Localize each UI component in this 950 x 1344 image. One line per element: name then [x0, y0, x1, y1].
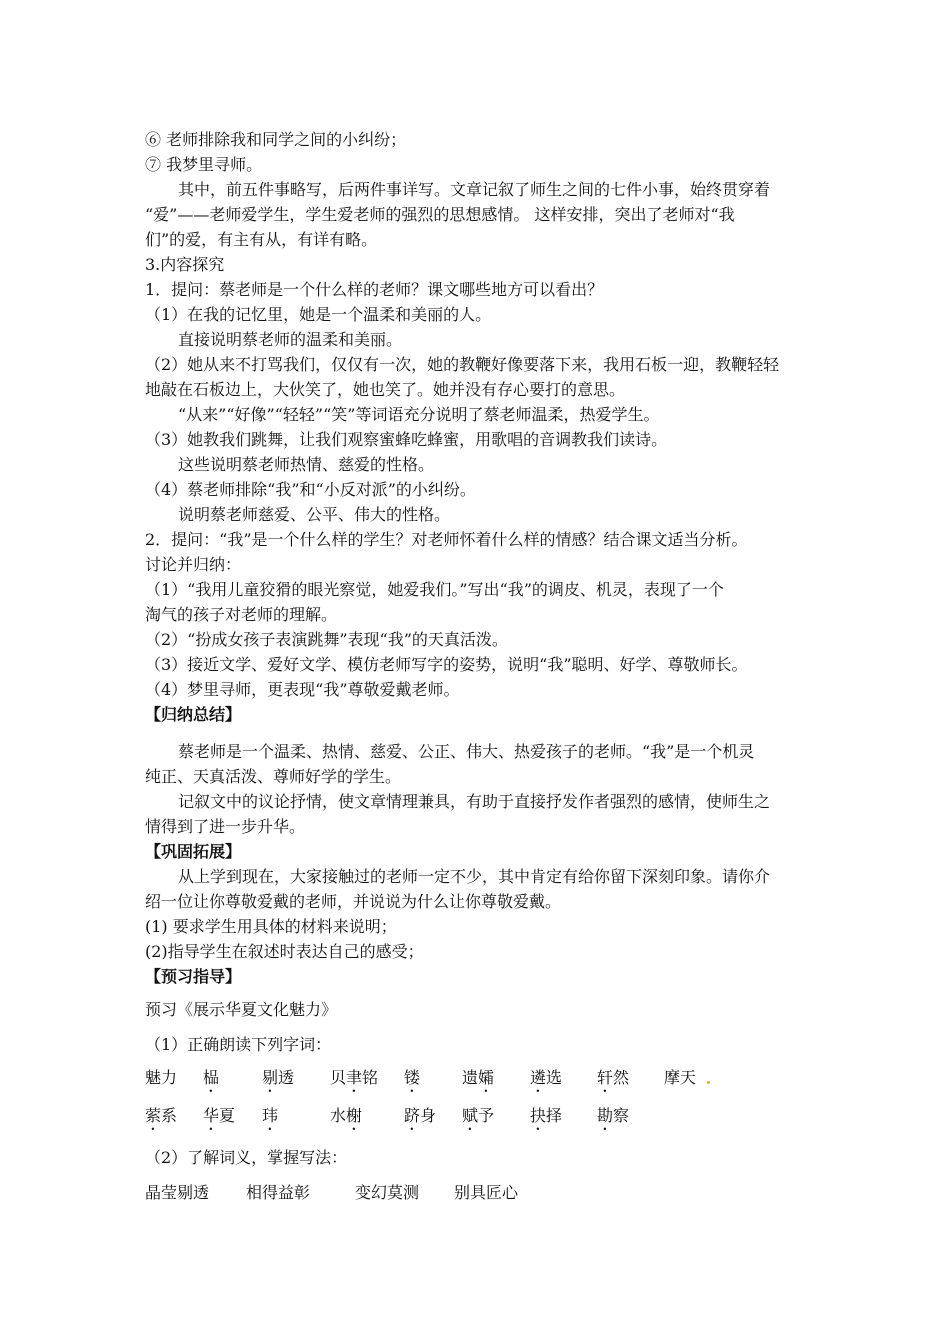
text-line: 情得到了进一步升华。: [145, 817, 306, 836]
text-line: （2）她从来不打骂我们，仅仅有一次，她的教鞭好像要落下来，我用石板一迎，教鞭轻轻: [145, 355, 780, 374]
idiom: 晶莹剔透: [145, 1183, 210, 1202]
vocab-word: 赋予: [462, 1106, 495, 1125]
text-line: 这些说明蔡老师热情、慈爱的性格。: [178, 455, 435, 474]
vocab-word: 轩然: [597, 1068, 630, 1087]
idiom: 相得益彰: [246, 1183, 311, 1202]
text-line: 们”的爱，有主有从，有详有略。: [145, 230, 378, 249]
text-line: （3）她教我们跳舞，让我们观察蜜蜂吃蜂蜜，用歌唱的音调教我们读诗。: [145, 430, 668, 449]
vocab-word: 剔透: [262, 1068, 295, 1087]
text-line: 2．提问：“我”是一个什么样的学生？对老师怀着什么样的情感？结合课文适当分析。: [145, 530, 748, 549]
text-line: （1）在我的记忆里，她是一个温柔和美丽的人。: [145, 305, 492, 324]
text-line: （3）接近文学、爱好文学、模仿老师写字的姿势，说明“我”聪明、好学、尊敬师长。: [145, 655, 748, 674]
idiom: 变幻莫测: [355, 1183, 420, 1202]
vocab-word: 贝聿铭: [330, 1068, 379, 1087]
text-line: “从来”“好像”“轻轻”“笑”等词语充分说明了蔡老师温柔，热爱学生。: [178, 405, 660, 424]
text-line: （4）梦里寻师，更表现“我”尊敬爱戴老师。: [145, 680, 460, 699]
text-line: 纯正、天真活泼、尊师好学的学生。: [145, 767, 402, 786]
text-line: “爱”——老师爱学生，学生爱老师的强烈的思想感情。 这样安排，突出了老师对“我: [145, 205, 735, 224]
vocab-word: 华夏: [203, 1106, 236, 1125]
text-line: 淘气的孩子对老师的理解。: [145, 605, 338, 624]
vocab-word: 遗孀: [462, 1068, 495, 1087]
vocab-word: 水榭: [330, 1106, 363, 1125]
text-line: （1）正确朗读下列字词：: [145, 1035, 332, 1054]
text-line: （2）“扮成女孩子表演跳舞”表现“我”的天真活泼。: [145, 630, 508, 649]
text-line: 地敲在石板边上，大伙笑了，她也笑了。她并没有存心要打的意思。: [145, 380, 626, 399]
text-line: 其中，前五件事略写，后两件事详写。文章记叙了师生之间的七件小事，始终贯穿着: [178, 180, 771, 199]
text-line: 记叙文中的议论抒情，使文章情理兼具，有助于直接抒发作者强烈的感情，使师生之: [178, 792, 771, 811]
text-line: （1）“我用儿童狡猾的眼光察觉，她爱我们。”写出“我”的调皮、机灵，表现了一个: [145, 580, 724, 599]
text-line: 直接说明蔡老师的温柔和美丽。: [178, 330, 403, 349]
vocab-word: 摩天: [664, 1068, 697, 1087]
vocab-word: 抉择: [530, 1106, 563, 1125]
text-line: 说明蔡老师慈爱、公平、伟大的性格。: [178, 505, 451, 524]
text-line: 讨论并归纳：: [145, 555, 242, 574]
text-line: ⑥ 老师排除我和同学之间的小纠纷；: [145, 130, 407, 149]
vocab-word: 镂: [404, 1068, 421, 1087]
idiom: 别具匠心: [454, 1183, 519, 1202]
text-line: 预习《展示华夏文化魅力》: [145, 1000, 338, 1019]
vocab-word: 魅力: [145, 1068, 178, 1087]
text-line: ⑦ 我梦里寻师。: [145, 155, 263, 174]
vocab-word: 跻身: [404, 1106, 437, 1125]
text-line: 蔡老师是一个温柔、热情、慈爱、公正、伟大、热爱孩子的老师。“我”是一个机灵: [178, 742, 755, 761]
text-line: 1．提问：蔡老师是一个什么样的老师？课文哪些地方可以看出？: [145, 280, 604, 299]
vocab-word: 玮: [262, 1106, 279, 1125]
vocab-word: 萦系: [145, 1106, 178, 1125]
text-line: （4）蔡老师排除“我”和“小反对派”的小纠纷。: [145, 480, 476, 499]
section-heading: 【巩固拓展】: [145, 842, 242, 861]
text-line: （2）了解词义，掌握写法：: [145, 1148, 348, 1167]
vocab-word: 榀: [203, 1068, 220, 1087]
text-line: (2)指导学生在叙述时表达自己的感受；: [145, 942, 424, 961]
section-heading: 【预习指导】: [145, 967, 242, 986]
text-line: (1) 要求学生用具体的材料来说明；: [145, 917, 397, 936]
section-heading: 【归纳总结】: [145, 705, 242, 724]
text-line: 绍一位让你尊敬爱戴的老师，并说说为什么让你尊敬爱戴。: [145, 892, 562, 911]
mark-dot: [707, 1081, 710, 1084]
section-heading: 3.内容探究: [145, 255, 225, 274]
vocab-word: 勘察: [597, 1106, 630, 1125]
text-line: 从上学到现在，大家接触过的老师一定不少，其中肯定有给你留下深刻印象。请你介: [178, 867, 771, 886]
vocab-word: 遴选: [530, 1068, 563, 1087]
